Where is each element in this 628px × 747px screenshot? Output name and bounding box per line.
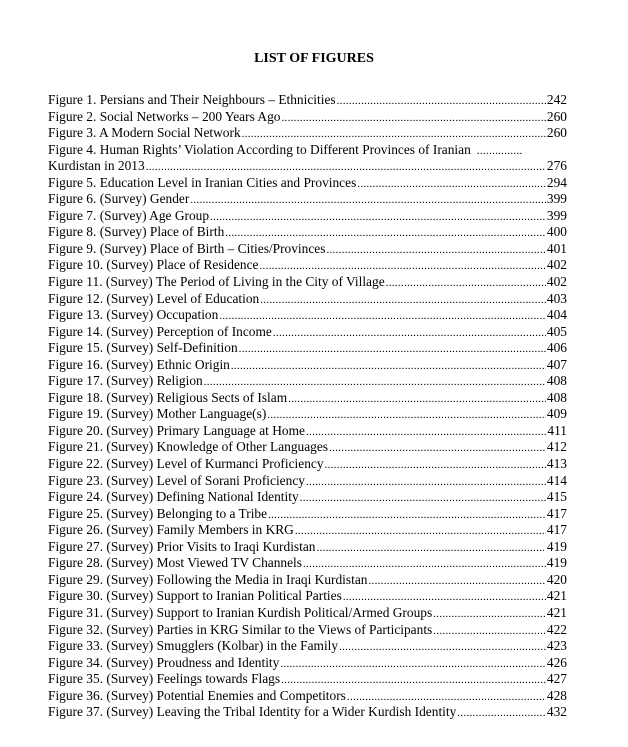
dot-leader [325, 457, 546, 474]
figure-entry-page: 427 [546, 671, 567, 687]
figure-entry-line[interactable] [48, 158, 567, 175]
figure-entry[interactable] [48, 357, 567, 374]
figure-entry-label: Figure 20. (Survey) Primary Language at Home [48, 422, 305, 438]
figure-entry-page: 428 [546, 687, 567, 703]
figure-entry[interactable] [48, 555, 567, 572]
figure-entry[interactable] [48, 605, 567, 622]
figure-entry[interactable] [48, 109, 567, 126]
figure-entry-label: Figure 24. (Survey) Defining National Identity [48, 489, 299, 505]
figure-entry[interactable] [48, 125, 567, 142]
figure-entry-label: Figure 31. (Survey) Support to Iranian Kurdish Political/Armed Groups [48, 604, 433, 620]
figure-entry-page: 432 [546, 704, 567, 720]
figure-entry-label: Figure 19. (Survey) Mother Language(s) [48, 406, 267, 422]
dot-leader [281, 110, 545, 127]
dot-leader [347, 689, 546, 706]
figure-entry[interactable] [48, 257, 567, 274]
figure-entry-label: Figure 25. (Survey) Belonging to a Tribe [48, 505, 268, 521]
figure-entry[interactable] [48, 473, 567, 490]
figure-entry[interactable] [48, 506, 567, 523]
figure-entry-page: 417 [546, 522, 567, 538]
dot-leader [433, 623, 546, 640]
figure-entry-page: 260 [546, 125, 567, 141]
figure-entry-page: 407 [546, 356, 567, 372]
dot-leader [231, 358, 546, 375]
figure-list [48, 92, 567, 721]
dot-leader [146, 159, 546, 176]
page-title: LIST OF FIGURES [254, 51, 374, 66]
figure-entry-label: Figure 7. (Survey) Age Group [48, 207, 210, 223]
figure-entry-page: 405 [546, 323, 567, 339]
figure-entry-page: 415 [546, 489, 567, 505]
dot-leader [281, 672, 546, 689]
figure-entry[interactable] [48, 224, 567, 241]
figure-entry-page: 406 [546, 340, 567, 356]
figure-entry[interactable] [48, 638, 567, 655]
figure-entry-page: 413 [546, 456, 567, 472]
dot-leader [239, 341, 546, 358]
figure-entry[interactable] [48, 522, 567, 539]
dot-leader [329, 440, 546, 457]
figure-entry-label: Kurdistan in 2013 [48, 158, 145, 174]
dot-leader [225, 225, 546, 242]
dot-leader [267, 407, 546, 424]
figure-entry-label: Figure 23. (Survey) Level of Sorani Proficiency [48, 472, 305, 488]
figure-entry[interactable] [48, 704, 567, 721]
figure-entry-page: 419 [546, 555, 567, 571]
figure-entry-page: 400 [546, 224, 567, 240]
dot-leader [386, 275, 546, 292]
figure-entry-page: 399 [546, 207, 567, 223]
figure-entry-page: 401 [546, 240, 567, 256]
dot-leader [210, 209, 546, 226]
figure-entry-page: 423 [546, 638, 567, 654]
figure-entry[interactable] [48, 191, 567, 208]
figure-entry-label: Figure 16. (Survey) Ethnic Origin [48, 356, 230, 372]
figure-entry-page: 242 [546, 92, 567, 107]
figure-entry-label: Figure 18. (Survey) Religious Sects of Islam [48, 389, 288, 405]
dot-leader [457, 705, 546, 722]
figure-entry[interactable] [48, 340, 567, 357]
figure-entry-label: Figure 8. (Survey) Place of Birth [48, 224, 225, 240]
figure-entry-label: Figure 29. (Survey) Following the Media in Iraqi Kurdistan [48, 571, 368, 587]
figure-entry-label: Figure 37. (Survey) Leaving the Tribal Identity for a Wider Kurdish Identity [48, 704, 457, 720]
dot-leader [433, 606, 546, 623]
dot-leader [288, 391, 546, 408]
figure-entry-page: 411 [547, 422, 567, 438]
figure-entry-label: Figure 4. Human Rights’ Violation According to Different Provinces of Iranian [48, 141, 471, 157]
figure-entry[interactable] [48, 274, 567, 291]
figure-entry-label: Figure 32. (Survey) Parties in KRG Similar to the Views of Participants [48, 621, 433, 637]
figure-entry-page: 417 [546, 505, 567, 521]
figure-entry[interactable] [48, 406, 567, 423]
figure-entry[interactable] [48, 423, 567, 440]
figure-entry-page: 420 [546, 571, 567, 587]
dot-leader [204, 374, 546, 391]
dot-leader [273, 325, 546, 342]
figure-entry-label: Figure 2. Social Networks – 200 Years Ago [48, 108, 281, 124]
dot-leader [316, 540, 545, 557]
figure-entry-label: Figure 13. (Survey) Occupation [48, 307, 219, 323]
figure-entry[interactable] [48, 291, 567, 308]
dot-leader [242, 126, 546, 143]
figure-entry-label: Figure 6. (Survey) Gender [48, 191, 190, 207]
figure-entry[interactable] [48, 572, 567, 589]
figure-entry[interactable] [48, 489, 567, 506]
figure-entry-label: Figure 36. (Survey) Potential Enemies and Competitors [48, 687, 346, 703]
figure-entry-label: Figure 9. (Survey) Place of Birth – Cities/Provinces [48, 240, 326, 256]
figure-entry-label: Figure 27. (Survey) Prior Visits to Iraqi Kurdistan [48, 538, 316, 554]
figure-entry-label: Figure 5. Education Level in Iranian Cities and Provinces [48, 174, 357, 190]
figure-entry-label: Figure 26. (Survey) Family Members in KRG [48, 522, 294, 538]
figure-entry-line[interactable] [48, 142, 567, 159]
dot-leader [280, 656, 546, 673]
dot-leader: ............... [476, 144, 523, 157]
figure-entry-page: 426 [546, 654, 567, 670]
figure-entry-label: Figure 33. (Survey) Smugglers (Kolbar) in the Family [48, 638, 339, 654]
figure-entry-label: Figure 30. (Survey) Support to Iranian Political Parties [48, 588, 342, 604]
figure-entry-label: Figure 3. A Modern Social Network [48, 125, 241, 141]
figure-entry[interactable] [48, 373, 567, 390]
figure-entry-page: 409 [546, 406, 567, 422]
figure-entry[interactable] [48, 622, 567, 639]
figure-entry-label: Figure 17. (Survey) Religion [48, 373, 203, 389]
dot-leader [339, 639, 546, 656]
figure-entry-page: 294 [546, 174, 567, 190]
dot-leader [306, 474, 546, 491]
dot-leader [326, 242, 545, 259]
dot-leader [190, 192, 546, 209]
dot-leader [368, 573, 545, 590]
figure-entry-label: Figure 15. (Survey) Self-Definition [48, 340, 238, 356]
figure-entry-label: Figure 14. (Survey) Perception of Income [48, 323, 272, 339]
figure-entry[interactable] [48, 241, 567, 258]
figure-entry-page: 421 [546, 588, 567, 604]
dot-leader [343, 589, 546, 606]
figure-entry[interactable] [48, 175, 567, 192]
figure-entry[interactable] [48, 439, 567, 456]
figure-entry[interactable] [48, 307, 567, 324]
figure-entry-page: 414 [546, 472, 567, 488]
figure-entry[interactable] [48, 456, 567, 473]
figure-entry[interactable] [48, 390, 567, 407]
dot-leader [268, 507, 546, 524]
figure-entry-page: 408 [546, 389, 567, 405]
figure-entry[interactable] [48, 655, 567, 672]
figure-entry-label: Figure 35. (Survey) Feelings towards Flags [48, 671, 281, 687]
figure-entry-page: 399 [546, 191, 567, 207]
dot-leader [303, 556, 546, 573]
figure-entry-page: 403 [546, 290, 567, 306]
dot-leader [259, 258, 545, 275]
dot-leader [295, 523, 546, 540]
figure-entry-page: 422 [546, 621, 567, 637]
figure-entry[interactable] [48, 324, 567, 341]
figure-entry-page: 404 [546, 307, 567, 323]
figure-entry-label: Figure 21. (Survey) Knowledge of Other Languages [48, 439, 329, 455]
dot-leader [306, 424, 546, 441]
figure-entry-page: 421 [546, 604, 567, 620]
figure-entry-label: Figure 34. (Survey) Proudness and Identity [48, 654, 280, 670]
dot-leader [300, 490, 546, 507]
figure-entry[interactable] [48, 92, 567, 109]
figure-entry[interactable] [48, 588, 567, 605]
figure-entry-label: Figure 12. (Survey) Level of Education [48, 290, 260, 306]
figure-entry[interactable] [48, 208, 567, 225]
figure-entry-page: 260 [546, 108, 567, 124]
figure-entry-page: 402 [546, 257, 567, 273]
figure-entry-page: 408 [546, 373, 567, 389]
dot-leader [337, 93, 546, 110]
figure-entry[interactable] [48, 688, 567, 705]
figure-entry-page: 276 [546, 158, 567, 174]
figure-entry-page: 419 [546, 538, 567, 554]
figure-entry-page: 402 [546, 274, 567, 290]
dot-leader [260, 292, 546, 309]
figure-entry-label: Figure 1. Persians and Their Neighbours – Ethnicities [48, 92, 336, 107]
dot-leader [219, 308, 546, 325]
figure-entry-label: Figure 11. (Survey) The Period of Living in the City of Village [48, 274, 385, 290]
figure-entry-label: Figure 28. (Survey) Most Viewed TV Channels [48, 555, 302, 571]
figure-entry-page: 412 [546, 439, 567, 455]
dot-leader [357, 176, 546, 193]
figure-entry-label: Figure 22. (Survey) Level of Kurmanci Proficiency [48, 456, 324, 472]
figure-entry[interactable] [48, 671, 567, 688]
figure-entry[interactable] [48, 539, 567, 556]
figure-entry-label: Figure 10. (Survey) Place of Residence [48, 257, 259, 273]
